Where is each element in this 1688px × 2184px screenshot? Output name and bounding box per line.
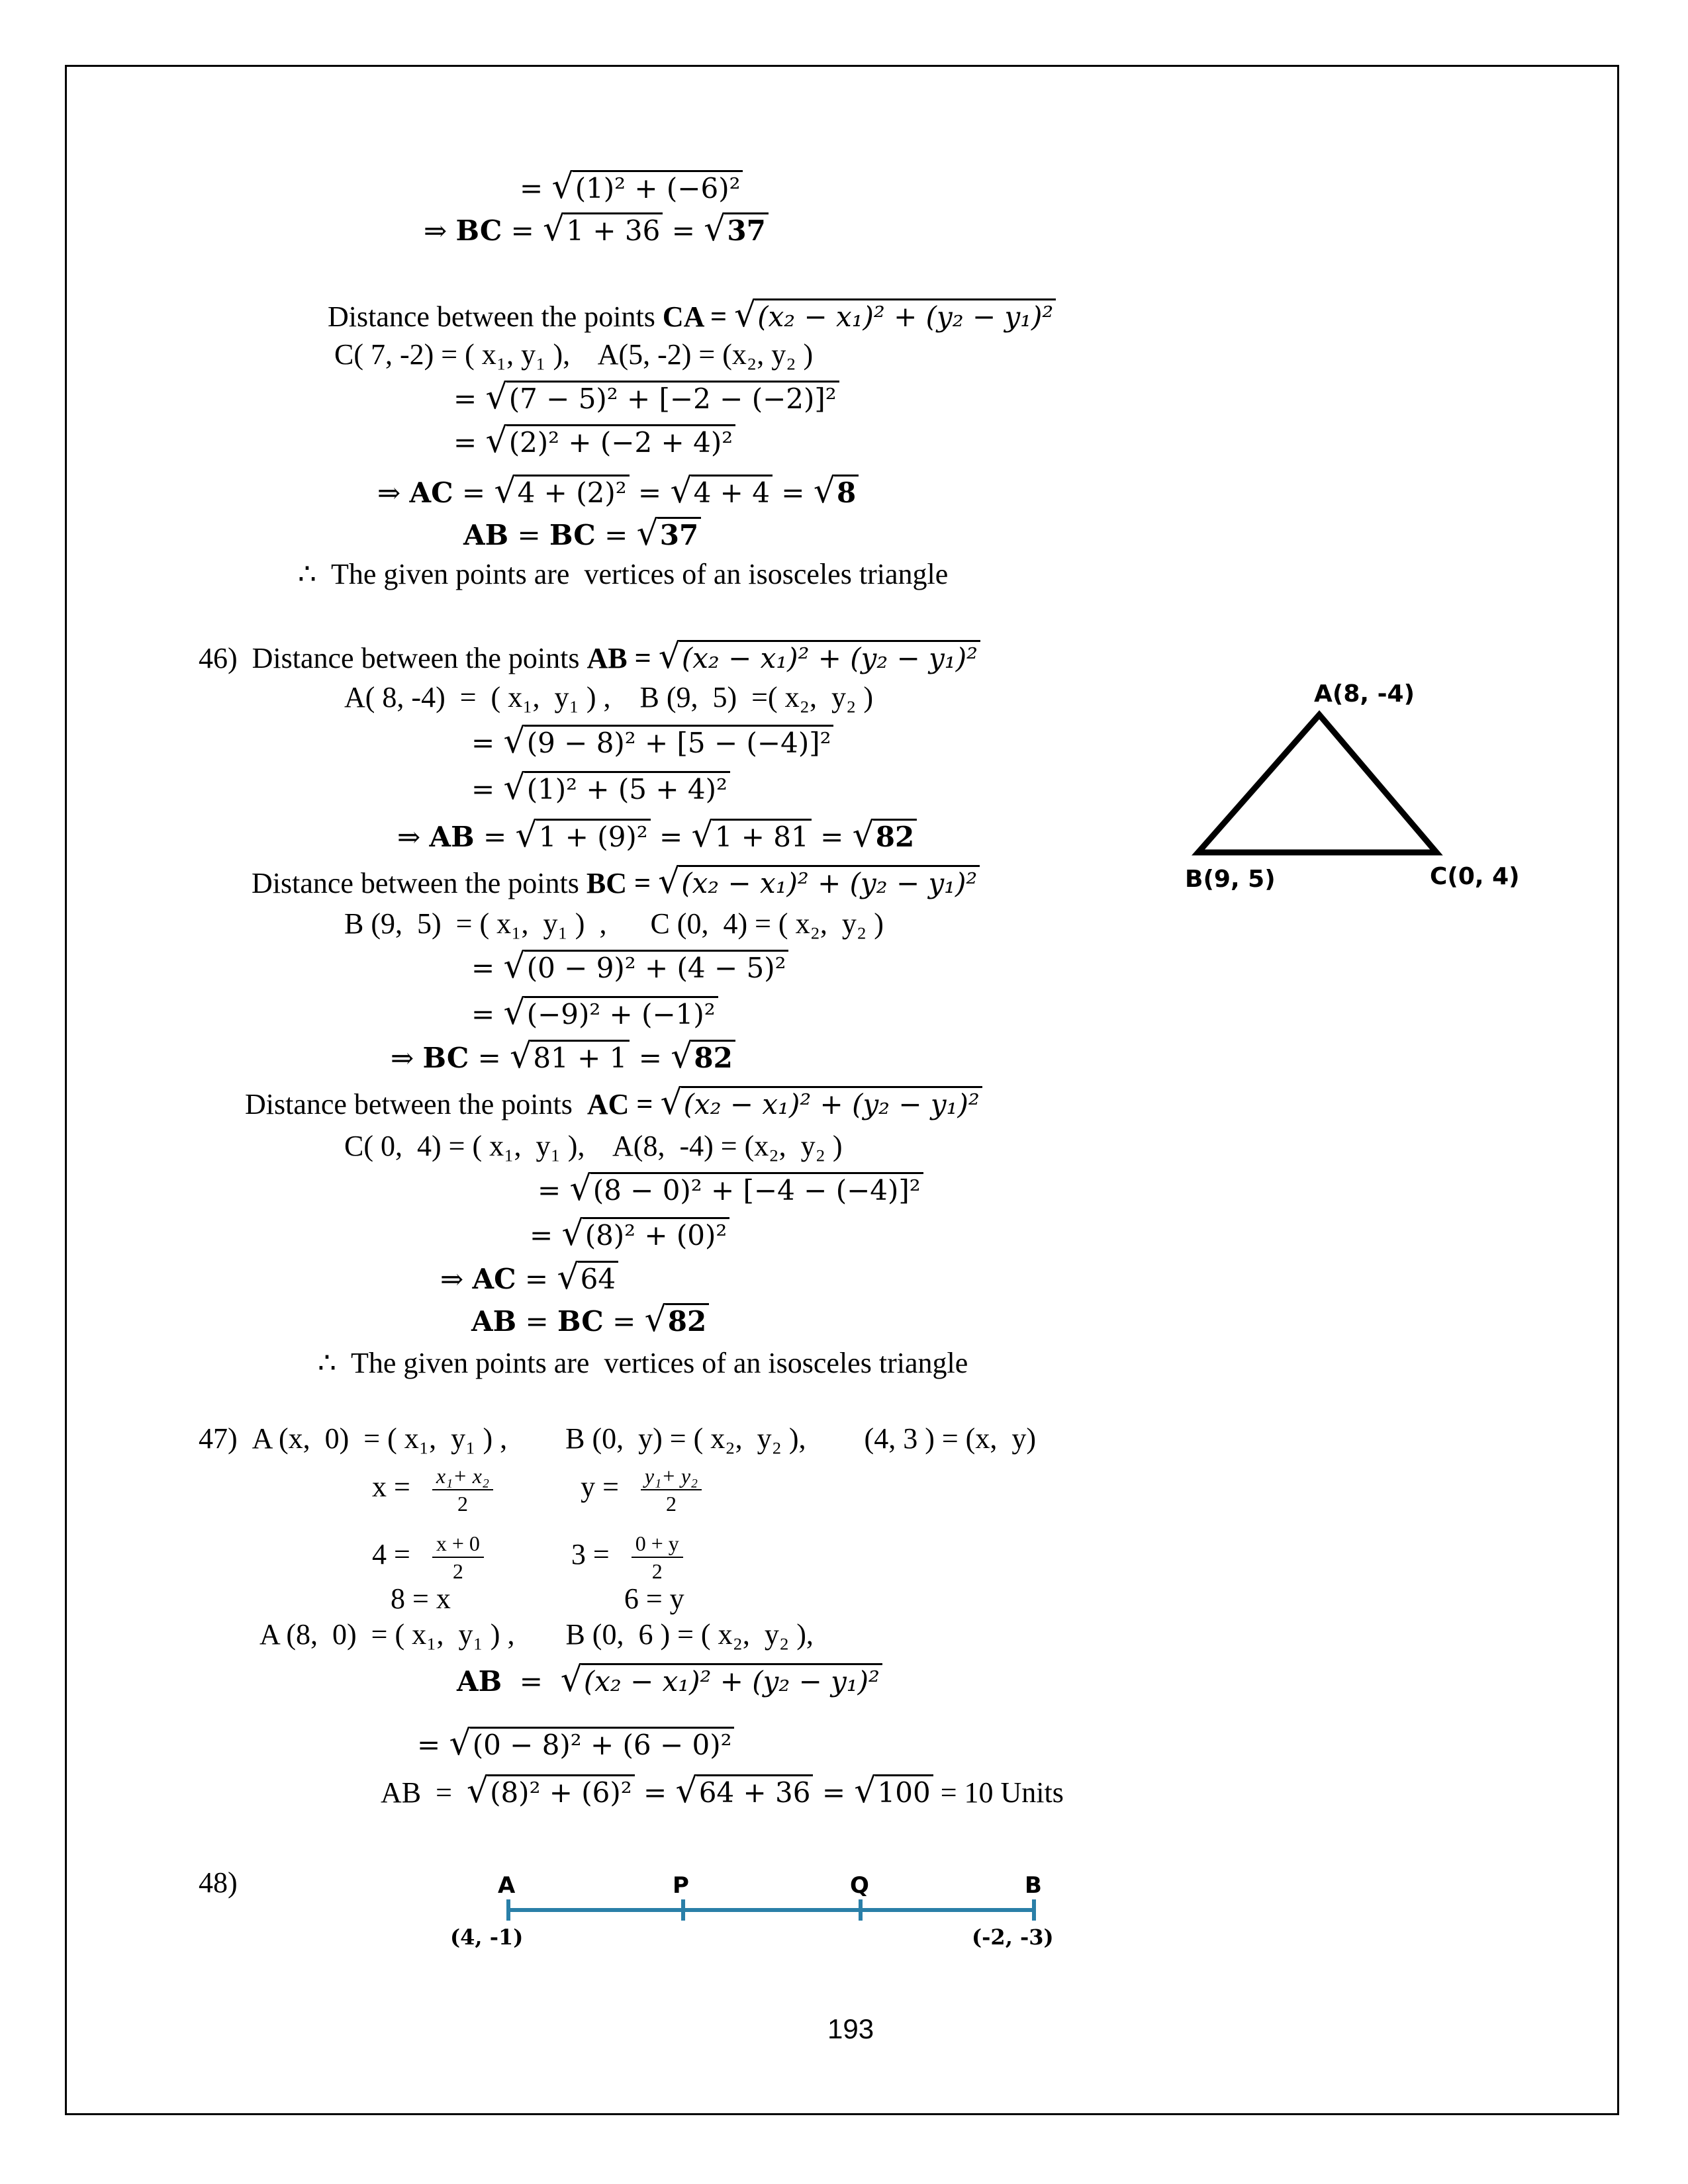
line-10: 46) Distance between the points AB = √(x₂ − x₁)² + (y₂ − y₁)² (199, 637, 980, 678)
line-11: A( 8, -4) = ( x₁, y₁ ) , B (9, 5) =( x₂, y₂ ) (344, 681, 873, 713)
line-22: = √(8 − 0)² + [−4 − (−4)]² (538, 1169, 923, 1210)
line-29: 4 = $\frac{x + 0}{2}$ 3 = $\frac{0 + y}{2}$ (372, 1530, 683, 1584)
segment-coord-b: (-2, -3) (972, 1925, 1054, 1950)
line-18: = √(−9)² + (−1)² (471, 993, 718, 1034)
triangle-label-a: A(8, -4) (1314, 680, 1415, 707)
triangle-label-b: B(9, 5) (1185, 866, 1276, 893)
line-30: 8 = x 6 = y (391, 1582, 684, 1615)
line-17: = √(0 − 9)² + (4 − 5)² (471, 946, 788, 988)
segment-label-q: Q (850, 1873, 869, 1899)
line-31: A (8, 0) = ( x₁, y₁ ) , B (0, 6 ) = ( x₂, y₂ ), (259, 1618, 814, 1651)
triangle-shape (1198, 715, 1436, 852)
line-1: = √(1)² + (−6)² (520, 167, 743, 208)
line-8: AB = BC = √37 (463, 514, 701, 555)
line-12: = √(9 − 8)² + [5 − (−4)]² (471, 721, 833, 763)
segment-figure (437, 1873, 1086, 1952)
line-3: Distance between the points CA = √(x₂ − x₁)² + (y₂ − y₁)² (328, 295, 1056, 337)
line-9: ∴ The given points are vertices of an isosceles triangle (298, 558, 949, 590)
line-2: ⇒ BC = √1 + 36 = √37 (424, 209, 769, 251)
segment-label-p: P (673, 1873, 689, 1899)
segment-coord-a: (4, -1) (450, 1925, 524, 1950)
line-27: 47) A (x, 0) = ( x₁, y₁ ) , B (0, y) = ( x₂, y₂ ), (4, 3 ) = (x, y) (199, 1422, 1036, 1455)
triangle-figure (1178, 675, 1536, 913)
segment-label-b: B (1025, 1873, 1042, 1899)
segment-label-a: A (498, 1873, 516, 1899)
line-26: ∴ The given points are vertices of an isosceles triangle (318, 1347, 968, 1379)
line-28: x = $\frac{\text{x₁+ x₂}}{2}$ y = $\frac{\text{y₁+ y₂}}{2}$ (372, 1463, 702, 1517)
line-34: AB = √(8)² + (6)² = √64 + 36 = √100 = 10 Units (381, 1771, 1064, 1811)
line-35: 48) (199, 1866, 238, 1899)
line-7: ⇒ AC = √4 + (2)² = √4 + 4 = √8 (377, 471, 859, 513)
line-5: = √(7 − 5)² + [−2 − (−2)]² (453, 377, 839, 419)
line-32: AB = √(x₂ − x₁)² + (y₂ − y₁)² (457, 1660, 882, 1702)
line-23: = √(8)² + (0)² (530, 1214, 729, 1255)
triangle-label-c: C(0, 4) (1430, 863, 1520, 890)
line-24: ⇒ AC = √64 (440, 1257, 618, 1299)
line-6: = √(2)² + (−2 + 4)² (453, 421, 735, 463)
line-21: C( 0, 4) = ( x₁, y₁ ), A(8, -4) = (x₂, y₂ ) (344, 1130, 843, 1162)
line-14: ⇒ AB = √1 + (9)² = √1 + 81 = √82 (397, 815, 917, 857)
page-number: 193 (827, 2013, 874, 2044)
line-4: C( 7, -2) = ( x₁, y₁ ), A(5, -2) = (x₂, y₂ ) (334, 338, 814, 371)
line-16: B (9, 5) = ( x₁, y₁ ) , C (0, 4) = ( x₂, y₂ ) (344, 907, 884, 940)
line-33: = √(0 − 8)² + (6 − 0)² (417, 1723, 734, 1765)
line-19: ⇒ BC = √81 + 1 = √82 (391, 1036, 735, 1078)
line-15: Distance between the points BC = √(x₂ − x₁)² + (y₂ − y₁)² (252, 862, 980, 903)
line-25: AB = BC = √82 (471, 1300, 709, 1342)
line-20: Distance between the points AC = √(x₂ − x₁)² + (y₂ − y₁)² (245, 1083, 982, 1124)
line-13: = √(1)² + (5 + 4)² (471, 768, 730, 809)
